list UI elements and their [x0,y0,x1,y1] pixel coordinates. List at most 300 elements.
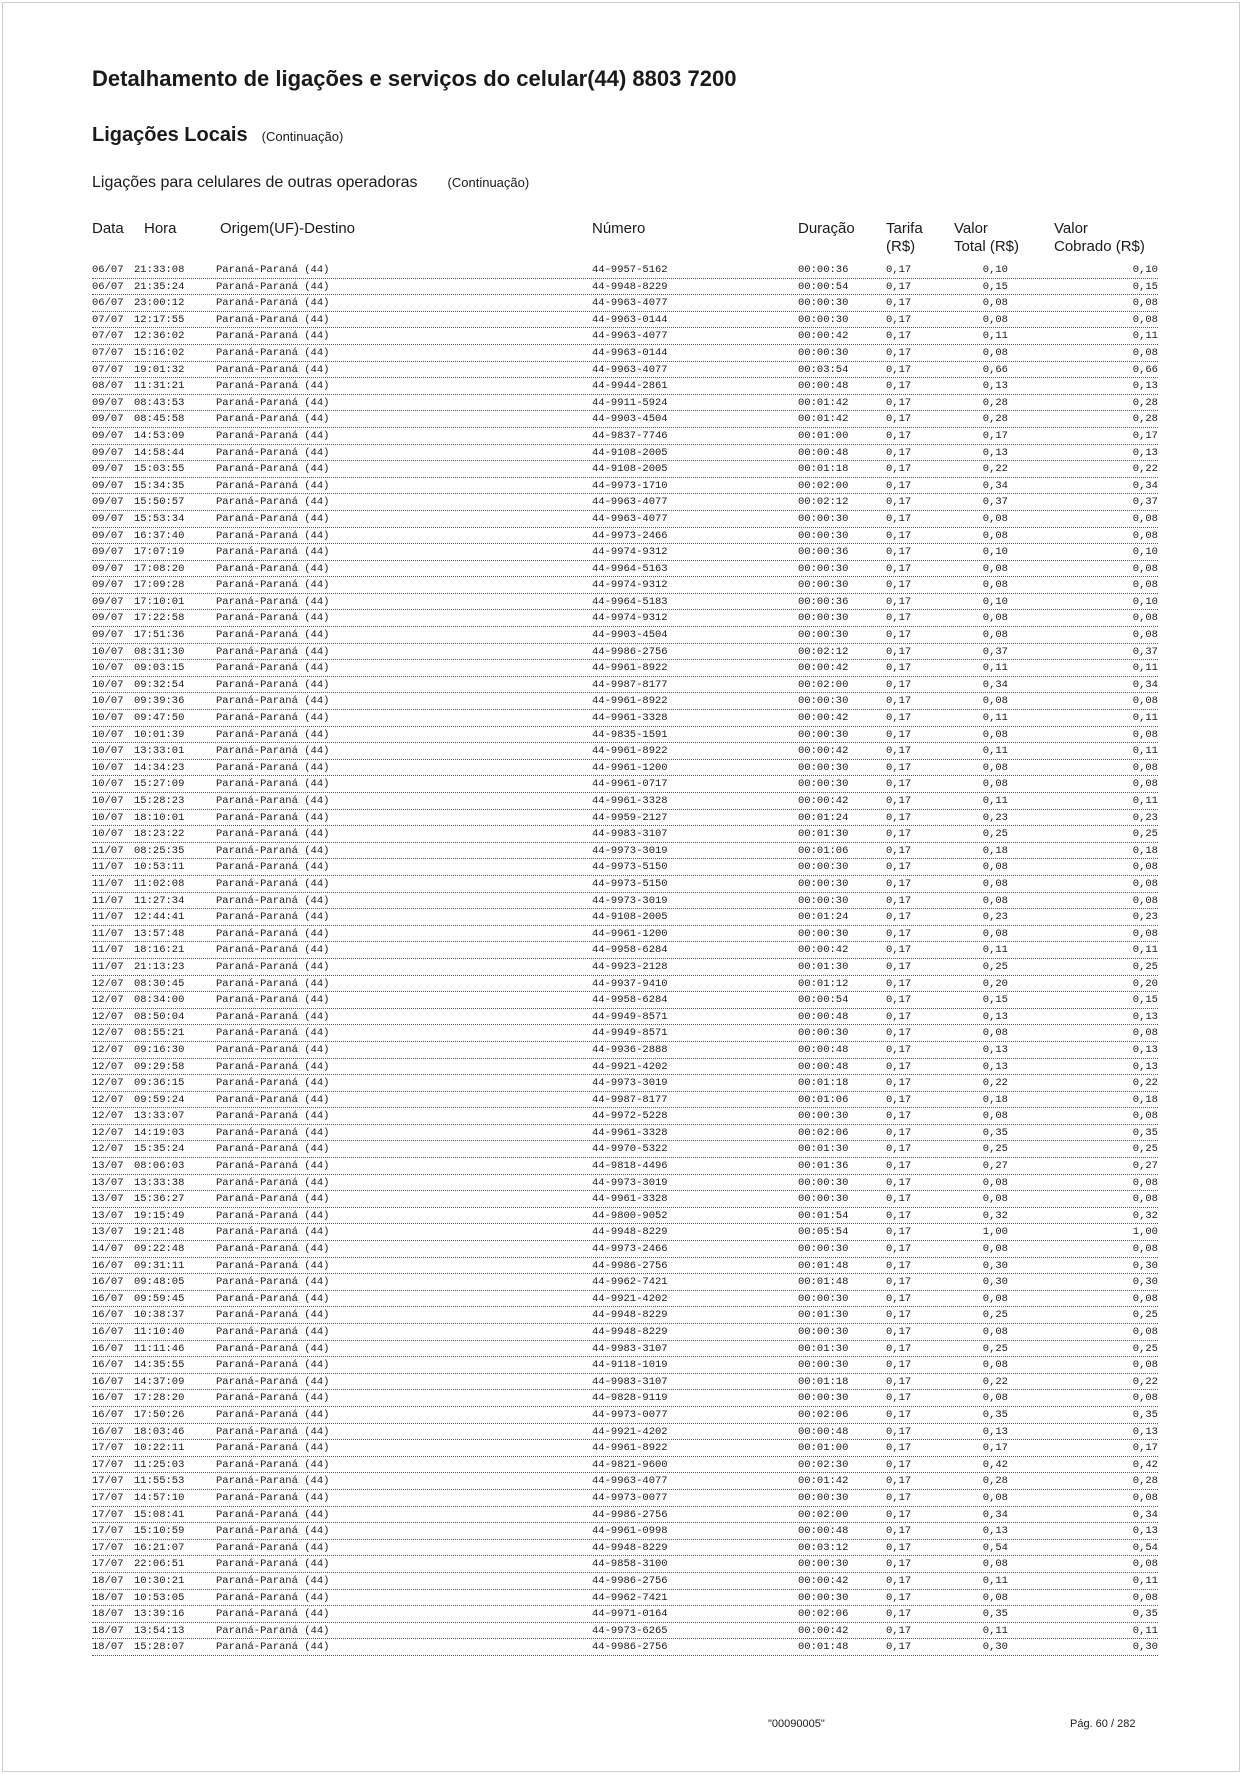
table-row [92,594,1158,611]
cell-data: 16/07 [92,1392,124,1405]
cell-hora: 09:03:15 [134,662,185,675]
cell-tarifa: 0,17 [886,728,912,741]
cell-origem-destino: Paraná-Paraná (44) [216,1209,330,1222]
cell-duracao: 00:00:30 [798,894,849,907]
cell-origem-destino: Paraná-Paraná (44) [216,811,330,824]
cell-tarifa: 0,17 [886,712,912,725]
cell-valor-cobrado: 0,08 [1132,1491,1158,1504]
cell-valor-total: 0,25 [982,1342,1008,1355]
cell-tarifa: 0,17 [886,612,912,625]
cell-origem-destino: Paraná-Paraná (44) [216,1608,330,1621]
cell-data: 06/07 [92,297,124,310]
cell-hora: 08:30:45 [134,977,185,990]
cell-origem-destino: Paraná-Paraná (44) [216,1259,330,1272]
cell-hora: 14:34:23 [134,761,185,774]
cell-tarifa: 0,17 [886,778,912,791]
cell-valor-cobrado: 0,13 [1132,380,1158,393]
cell-valor-cobrado: 0,08 [1132,695,1158,708]
cell-hora: 09:16:30 [134,1043,185,1056]
cell-hora: 15:36:27 [134,1193,185,1206]
cell-tarifa: 0,17 [886,828,912,841]
cell-duracao: 00:00:42 [798,944,849,957]
cell-tarifa: 0,17 [886,562,912,575]
cell-hora: 08:25:35 [134,844,185,857]
cell-valor-cobrado: 0,22 [1132,463,1158,476]
cell-numero: 44-9962-7421 [592,1276,668,1289]
cell-numero: 44-9911-5924 [592,396,668,409]
cell-duracao: 00:02:06 [798,1126,849,1139]
cell-numero: 44-9973-2466 [592,1243,668,1256]
cell-data: 12/07 [92,994,124,1007]
cell-tarifa: 0,17 [886,595,912,608]
cell-data: 08/07 [92,380,124,393]
cell-duracao: 00:00:42 [798,1624,849,1637]
cell-data: 12/07 [92,1126,124,1139]
cell-valor-total: 0,08 [982,1558,1008,1571]
cell-valor-cobrado: 0,34 [1132,479,1158,492]
cell-data: 12/07 [92,1060,124,1073]
cell-origem-destino: Paraná-Paraná (44) [216,595,330,608]
cell-data: 09/07 [92,562,124,575]
cell-duracao: 00:01:18 [798,1375,849,1388]
cell-duracao: 00:02:06 [798,1408,849,1421]
cell-hora: 12:36:02 [134,330,185,343]
cell-hora: 16:21:07 [134,1541,185,1554]
cell-tarifa: 0,17 [886,960,912,973]
table-row [92,1241,1158,1258]
cell-origem-destino: Paraná-Paraná (44) [216,844,330,857]
cell-valor-total: 0,25 [982,1309,1008,1322]
cell-tarifa: 0,17 [886,1160,912,1173]
cell-duracao: 00:00:30 [798,927,849,940]
table-row [92,610,1158,627]
cell-duracao: 00:00:30 [798,612,849,625]
cell-hora: 09:47:50 [134,712,185,725]
cell-data: 16/07 [92,1342,124,1355]
cell-valor-total: 0,35 [982,1126,1008,1139]
cell-tarifa: 0,17 [886,1326,912,1338]
cell-tarifa: 0,17 [886,1558,912,1571]
cell-valor-cobrado: 0,13 [1132,1525,1158,1538]
header-tarifa-line2: (R$) [886,238,916,255]
cell-hora: 11:27:34 [134,894,185,907]
cell-tarifa: 0,17 [886,346,912,359]
table-row [92,1540,1158,1557]
cell-valor-total: 0,08 [982,778,1008,791]
cell-duracao: 00:00:30 [798,778,849,791]
table-row [92,528,1158,545]
cell-valor-total: 0,10 [982,264,1008,276]
cell-origem-destino: Paraná-Paraná (44) [216,1077,330,1090]
cell-numero: 44-9973-5150 [592,877,668,890]
cell-duracao: 00:01:48 [798,1641,849,1654]
cell-tarifa: 0,17 [886,1375,912,1388]
cell-data: 09/07 [92,579,124,592]
cell-numero: 44-9921-4202 [592,1425,668,1438]
cell-tarifa: 0,17 [886,629,912,642]
cell-numero: 44-9923-2128 [592,960,668,973]
cell-origem-destino: Paraná-Paraná (44) [216,1508,330,1521]
cell-data: 07/07 [92,313,124,326]
table-row [92,776,1158,793]
cell-numero: 44-9948-8229 [592,1326,668,1338]
cell-duracao: 00:00:30 [798,761,849,774]
cell-valor-total: 0,08 [982,612,1008,625]
cell-numero: 44-9986-2756 [592,1641,668,1654]
cell-origem-destino: Paraná-Paraná (44) [216,396,330,409]
cell-tarifa: 0,17 [886,1624,912,1637]
cell-origem-destino: Paraná-Paraná (44) [216,1226,330,1239]
cell-numero: 44-9974-9312 [592,546,668,559]
cell-tarifa: 0,17 [886,1060,912,1073]
cell-valor-cobrado: 0,18 [1132,844,1158,857]
cell-numero: 44-9974-9312 [592,612,668,625]
cell-numero: 44-9973-6265 [592,1624,668,1637]
cell-origem-destino: Paraná-Paraná (44) [216,1624,330,1637]
cell-duracao: 00:00:48 [798,1010,849,1023]
cell-valor-cobrado: 0,08 [1132,562,1158,575]
cell-origem-destino: Paraná-Paraná (44) [216,894,330,907]
subsection-title-text: Ligações para celulares de outras operadoras [92,174,418,191]
cell-numero: 44-9108-2005 [592,446,668,459]
table-row [92,395,1158,412]
cell-hora: 17:07:19 [134,546,185,559]
table-row [92,1573,1158,1590]
cell-tarifa: 0,17 [886,877,912,890]
cell-tarifa: 0,17 [886,695,912,708]
cell-valor-cobrado: 0,28 [1132,1475,1158,1488]
cell-origem-destino: Paraná-Paraná (44) [216,1043,330,1056]
header-valor-total [954,220,1019,256]
cell-hora: 10:30:21 [134,1574,185,1587]
cell-duracao: 00:02:30 [798,1458,849,1471]
cell-valor-cobrado: 0,08 [1132,1027,1158,1040]
cell-valor-total: 0,22 [982,1375,1008,1388]
cell-numero: 44-9973-3019 [592,844,668,857]
cell-data: 16/07 [92,1292,124,1305]
cell-duracao: 00:01:24 [798,811,849,824]
cell-valor-cobrado: 0,35 [1132,1408,1158,1421]
table-row [92,1224,1158,1241]
cell-tarifa: 0,17 [886,429,912,442]
cell-tarifa: 0,17 [886,1591,912,1604]
cell-numero: 44-9903-4504 [592,413,668,426]
cell-data: 06/07 [92,264,124,276]
cell-data: 10/07 [92,761,124,774]
cell-valor-cobrado: 0,08 [1132,579,1158,592]
cell-valor-cobrado: 0,11 [1132,795,1158,807]
table-row [92,494,1158,511]
cell-valor-cobrado: 0,08 [1132,1392,1158,1405]
table-row [92,843,1158,860]
cell-valor-total: 0,30 [982,1259,1008,1272]
cell-tarifa: 0,17 [886,380,912,393]
header-origem-destino: Origem(UF)-Destino [220,220,356,237]
cell-data: 17/07 [92,1508,124,1521]
cell-duracao: 00:00:54 [798,280,849,293]
cell-valor-total: 0,08 [982,1292,1008,1305]
table-row [92,1059,1158,1076]
cell-valor-total: 0,08 [982,562,1008,575]
table-row [92,345,1158,362]
header-tarifa-line1: Tarifa [886,220,923,237]
cell-duracao: 00:00:30 [798,346,849,359]
table-row [92,1623,1158,1640]
table-row [92,793,1158,810]
cell-numero: 44-9986-2756 [592,1508,668,1521]
cell-valor-cobrado: 0,18 [1132,1093,1158,1106]
cell-data: 09/07 [92,612,124,625]
cell-tarifa: 0,17 [886,1491,912,1504]
cell-valor-cobrado: 0,08 [1132,512,1158,525]
cell-duracao: 00:00:48 [798,446,849,459]
cell-origem-destino: Paraná-Paraná (44) [216,1143,330,1156]
cell-data: 16/07 [92,1375,124,1388]
cell-duracao: 00:01:18 [798,463,849,476]
table-row [92,1324,1158,1341]
table-row [92,295,1158,312]
cell-numero: 44-9903-4504 [592,629,668,642]
table-row [92,1025,1158,1042]
cell-numero: 44-9986-2756 [592,645,668,658]
cell-valor-total: 0,11 [982,662,1008,675]
cell-data: 09/07 [92,529,124,542]
cell-duracao: 00:00:30 [798,1558,849,1571]
cell-origem-destino: Paraná-Paraná (44) [216,629,330,642]
cell-origem-destino: Paraná-Paraná (44) [216,1093,330,1106]
table-row [92,478,1158,495]
table-row [92,1639,1158,1656]
table-row [92,1125,1158,1142]
cell-hora: 17:51:36 [134,629,185,642]
cell-valor-total: 0,08 [982,761,1008,774]
cell-hora: 11:31:21 [134,380,185,393]
table-row [92,1291,1158,1308]
cell-valor-cobrado: 0,11 [1132,330,1158,343]
cell-valor-total: 0,18 [982,1093,1008,1106]
cell-duracao: 00:01:48 [798,1276,849,1289]
cell-valor-cobrado: 0,13 [1132,1043,1158,1056]
cell-data: 06/07 [92,280,124,293]
cell-data: 13/07 [92,1160,124,1173]
cell-hora: 08:06:03 [134,1160,185,1173]
cell-tarifa: 0,17 [886,911,912,924]
cell-valor-cobrado: 0,08 [1132,927,1158,940]
cell-hora: 10:53:05 [134,1591,185,1604]
cell-origem-destino: Paraná-Paraná (44) [216,1309,330,1322]
cell-tarifa: 0,17 [886,330,912,343]
cell-valor-total: 0,42 [982,1458,1008,1471]
cell-hora: 17:22:58 [134,612,185,625]
cell-valor-total: 0,22 [982,463,1008,476]
cell-numero: 44-9986-2756 [592,1259,668,1272]
cell-hora: 12:17:55 [134,313,185,326]
cell-numero: 44-9948-8229 [592,1309,668,1322]
cell-hora: 14:35:55 [134,1359,185,1372]
cell-valor-cobrado: 0,17 [1132,1442,1158,1455]
cell-numero: 44-9858-3100 [592,1558,668,1571]
cell-origem-destino: Paraná-Paraná (44) [216,960,330,973]
cell-hora: 15:34:35 [134,479,185,492]
cell-duracao: 00:00:30 [798,1027,849,1040]
cell-duracao: 00:00:30 [798,529,849,542]
cell-duracao: 00:00:42 [798,1574,849,1587]
cell-hora: 08:45:58 [134,413,185,426]
cell-valor-cobrado: 0,08 [1132,629,1158,642]
cell-numero: 44-9800-9052 [592,1209,668,1222]
cell-hora: 13:39:16 [134,1608,185,1621]
cell-valor-cobrado: 0,22 [1132,1375,1158,1388]
cell-tarifa: 0,17 [886,1276,912,1289]
cell-valor-total: 0,13 [982,1043,1008,1056]
cell-tarifa: 0,17 [886,413,912,426]
table-row [92,727,1158,744]
cell-origem-destino: Paraná-Paraná (44) [216,712,330,725]
cell-valor-total: 0,17 [982,429,1008,442]
table-row [92,992,1158,1009]
cell-data: 12/07 [92,1077,124,1090]
table-row [92,445,1158,462]
table-row [92,942,1158,959]
cell-valor-cobrado: 0,13 [1132,1425,1158,1438]
cell-valor-total: 0,08 [982,894,1008,907]
table-row [92,644,1158,661]
cell-valor-cobrado: 0,37 [1132,496,1158,509]
cell-duracao: 00:00:30 [798,1292,849,1305]
cell-data: 07/07 [92,330,124,343]
cell-hora: 10:01:39 [134,728,185,741]
cell-numero: 44-9970-5322 [592,1143,668,1156]
cell-valor-total: 0,25 [982,1143,1008,1156]
header-duracao: Duração [798,220,855,237]
cell-tarifa: 0,17 [886,1574,912,1587]
cell-origem-destino: Paraná-Paraná (44) [216,1375,330,1388]
table-row [92,760,1158,777]
cell-valor-total: 0,08 [982,1193,1008,1206]
cell-hora: 14:37:09 [134,1375,185,1388]
cell-valor-total: 0,13 [982,1425,1008,1438]
cell-hora: 18:10:01 [134,811,185,824]
cell-numero: 44-9944-2861 [592,380,668,393]
cell-valor-cobrado: 0,08 [1132,761,1158,774]
cell-valor-cobrado: 1,00 [1132,1226,1158,1239]
cell-valor-total: 0,11 [982,795,1008,807]
table-row [92,660,1158,677]
cell-numero: 44-9949-8571 [592,1010,668,1023]
cell-hora: 14:19:03 [134,1126,185,1139]
subsection-title [92,174,529,192]
cell-numero: 44-9921-4202 [592,1292,668,1305]
cell-tarifa: 0,17 [886,313,912,326]
header-hora: Hora [144,220,177,237]
table-row [92,1507,1158,1524]
cell-tarifa: 0,17 [886,844,912,857]
cell-numero: 44-9961-1200 [592,761,668,774]
header-valor-total-line2: Total (R$) [954,238,1020,255]
cell-valor-total: 0,35 [982,1608,1008,1621]
cell-data: 12/07 [92,1143,124,1156]
cell-valor-total: 0,25 [982,960,1008,973]
cell-tarifa: 0,17 [886,479,912,492]
cell-valor-total: 0,08 [982,1392,1008,1405]
cell-duracao: 00:01:30 [798,828,849,841]
cell-origem-destino: Paraná-Paraná (44) [216,1292,330,1305]
cell-data: 11/07 [92,927,124,940]
table-row [92,1390,1158,1407]
cell-numero: 44-9973-3019 [592,894,668,907]
document-code: "00090005" [768,1718,825,1730]
cell-hora: 10:22:11 [134,1442,185,1455]
cell-valor-cobrado: 0,08 [1132,313,1158,326]
cell-numero: 44-9958-6284 [592,994,668,1007]
cell-duracao: 00:00:48 [798,1525,849,1538]
cell-tarifa: 0,17 [886,944,912,957]
cell-hora: 11:10:40 [134,1326,185,1338]
cell-duracao: 00:01:30 [798,1342,849,1355]
cell-valor-cobrado: 0,13 [1132,1010,1158,1023]
cell-tarifa: 0,17 [886,811,912,824]
cell-numero: 44-9973-3019 [592,1176,668,1189]
cell-hora: 22:06:51 [134,1558,185,1571]
cell-tarifa: 0,17 [886,662,912,675]
cell-numero: 44-9987-8177 [592,1093,668,1106]
cell-numero: 44-9973-0077 [592,1408,668,1421]
cell-hora: 18:23:22 [134,828,185,841]
cell-hora: 15:27:09 [134,778,185,791]
cell-hora: 08:34:00 [134,994,185,1007]
cell-valor-total: 0,25 [982,828,1008,841]
table-row [92,876,1158,893]
table-row [92,1158,1158,1175]
table-row [92,1042,1158,1059]
cell-hora: 11:25:03 [134,1458,185,1471]
cell-data: 09/07 [92,595,124,608]
cell-duracao: 00:05:54 [798,1226,849,1239]
cell-origem-destino: Paraná-Paraná (44) [216,778,330,791]
cell-valor-total: 0,08 [982,512,1008,525]
cell-data: 16/07 [92,1326,124,1338]
cell-valor-total: 0,11 [982,1624,1008,1637]
cell-numero: 44-9964-5183 [592,595,668,608]
table-row [92,312,1158,329]
header-valor-cobrado [1054,220,1145,256]
cell-valor-total: 0,08 [982,629,1008,642]
table-row [92,511,1158,528]
cell-data: 09/07 [92,446,124,459]
cell-valor-cobrado: 0,32 [1132,1209,1158,1222]
cell-valor-cobrado: 0,08 [1132,1326,1158,1338]
cell-numero: 44-9118-1019 [592,1359,668,1372]
cell-numero: 44-9962-7421 [592,1591,668,1604]
cell-valor-cobrado: 0,20 [1132,977,1158,990]
cell-duracao: 00:01:24 [798,911,849,924]
cell-duracao: 00:00:42 [798,795,849,807]
cell-origem-destino: Paraná-Paraná (44) [216,911,330,924]
cell-data: 18/07 [92,1624,124,1637]
cell-data: 16/07 [92,1259,124,1272]
cell-origem-destino: Paraná-Paraná (44) [216,1342,330,1355]
cell-valor-total: 1,00 [982,1226,1008,1239]
cell-origem-destino: Paraná-Paraná (44) [216,280,330,293]
cell-duracao: 00:00:30 [798,1392,849,1405]
cell-hora: 15:16:02 [134,346,185,359]
table-row [92,1440,1158,1457]
cell-origem-destino: Paraná-Paraná (44) [216,264,330,276]
cell-valor-total: 0,11 [982,712,1008,725]
cell-data: 10/07 [92,728,124,741]
cell-tarifa: 0,17 [886,1508,912,1521]
cell-valor-total: 0,11 [982,745,1008,758]
